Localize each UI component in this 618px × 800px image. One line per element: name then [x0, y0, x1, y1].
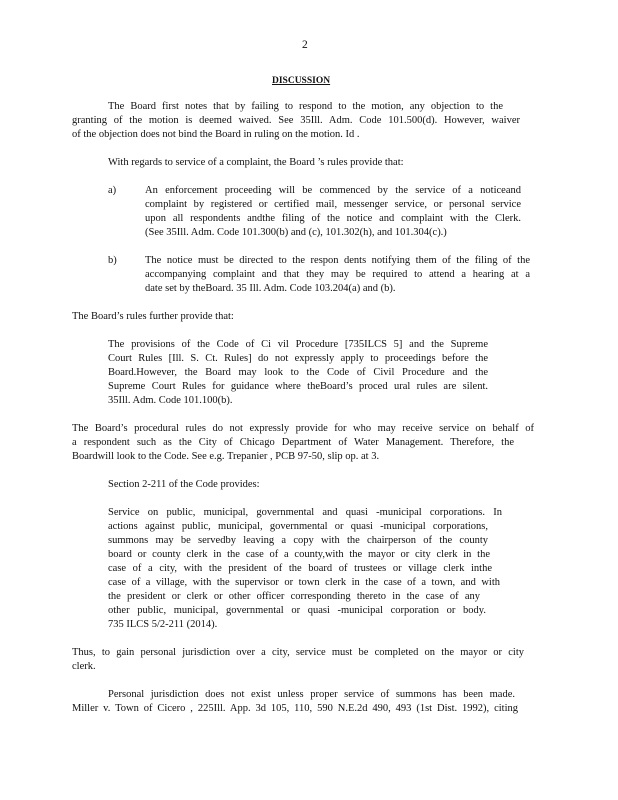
list-item-line: date set by theBoard. 35 Ill. Adm. Code 103.204(a) and (b).	[145, 283, 396, 294]
paragraph-line: Personal jurisdiction does not exist unless proper service of summons has been made.	[108, 689, 515, 700]
list-marker: b)	[108, 255, 117, 266]
list-item-line: upon all respondents andthe filing of the notice and complaint with the Clerk.	[145, 213, 521, 224]
paragraph-line: Thus, to gain personal jurisdiction over a city, service must be completed on the mayor or city	[72, 647, 524, 658]
block-quote-line: actions against public, municipal, governmental or quasi -municipal corporations,	[108, 521, 488, 532]
block-quote-line: Service on public, municipal, governmental and quasi -municipal corporations. In	[108, 507, 502, 518]
paragraph-line: Section 2-211 of the Code provides:	[108, 479, 260, 490]
paragraph-line: Boardwill look to the Code. See e.g. Trepanier , PCB 97-50, slip op. at 3.	[72, 451, 380, 462]
list-item-line: An enforcement proceeding will be commenced by the service of a noticeand	[145, 185, 521, 196]
paragraph-line: The Board’s rules further provide that:	[72, 311, 234, 322]
block-quote-line: The provisions of the Code of Ci vil Procedure [735ILCS 5] and the Supreme	[108, 339, 488, 350]
block-quote-line: summons may be servedby leaving a copy with the chairperson of the county	[108, 535, 488, 546]
paragraph-line: a respondent such as the City of Chicago Department of Water Management. Therefore, the	[72, 437, 514, 448]
block-quote-line: other public, municipal, governmental or quasi -municipal corporation or body.	[108, 605, 486, 616]
page-number: 2	[302, 39, 308, 51]
paragraph-line: granting of the motion is deemed waived. See 35Ill. Adm. Code 101.500(d). However, waiver	[72, 115, 520, 126]
block-quote-line: Supreme Court Rules for guidance where theBoard’s proced ural rules are silent.	[108, 381, 488, 392]
paragraph-line: The Board first notes that by failing to respond to the motion, any objection to the	[108, 101, 503, 112]
paragraph-line: of the objection does not bind the Board in ruling on the motion. Id .	[72, 129, 360, 140]
paragraph-line: clerk.	[72, 661, 96, 672]
paragraph-line: Miller v. Town of Cicero , 225Ill. App. 3d 105, 110, 590 N.E.2d 490, 493 (1st Dist. 1992), citing	[72, 703, 518, 714]
block-quote-line: 35Ill. Adm. Code 101.100(b).	[108, 395, 233, 406]
section-heading: DISCUSSION	[272, 76, 331, 86]
block-quote-line: the president or clerk or other officer corresponding thereto in the case of any	[108, 591, 480, 602]
block-quote-line: Court Rules [Ill. S. Ct. Rules] do not expressly apply to proceedings before the	[108, 353, 488, 364]
list-item-line: complaint by registered or certified mail, messenger service, or personal service	[145, 199, 521, 210]
list-item-line: (See 35Ill. Adm. Code 101.300(b) and (c), 101.302(h), and 101.304(c).)	[145, 227, 447, 238]
block-quote-line: case of a village, with the supervisor or town clerk in the case of a town, and with	[108, 577, 500, 588]
block-quote-line: board or county clerk in the case of a county,with the mayor or city clerk in the	[108, 549, 490, 560]
paragraph-line: The Board’s procedural rules do not expressly provide for who may receive service on behalf of	[72, 423, 534, 434]
block-quote-line: Board.However, the Board may look to the Code of Civil Procedure and the	[108, 367, 488, 378]
block-quote-line: case of a city, with the president of the board of trustees or village clerk inthe	[108, 563, 492, 574]
list-item-line: The notice must be directed to the respon dents notifying them of the filing of the	[145, 255, 530, 266]
list-item-line: accompanying complaint and that they may be required to attend a hearing at a	[145, 269, 530, 280]
block-quote-line: 735 ILCS 5/2-211 (2014).	[108, 619, 218, 630]
list-marker: a)	[108, 185, 117, 196]
paragraph-line: With regards to service of a complaint, the Board ’s rules provide that:	[108, 157, 404, 168]
